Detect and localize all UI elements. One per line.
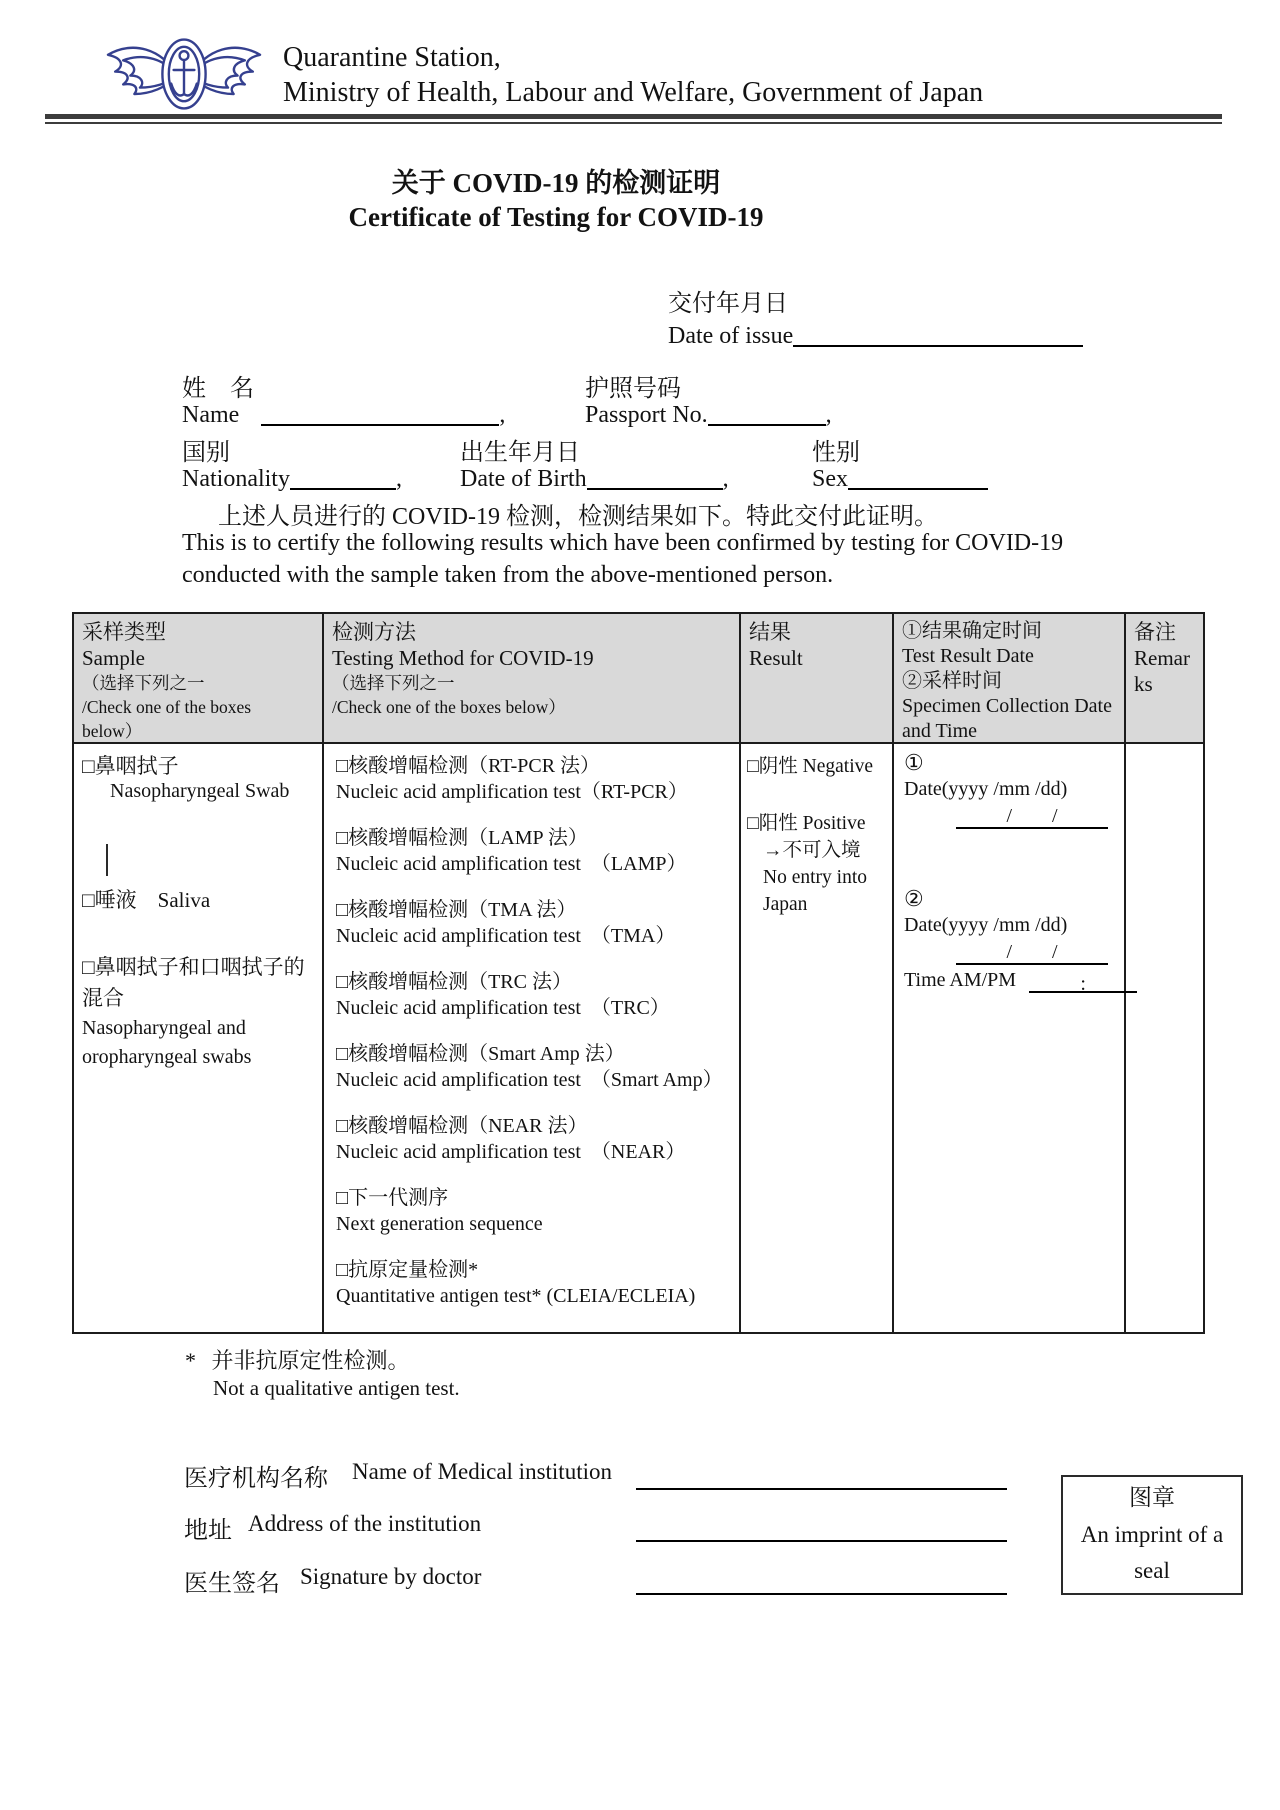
- positive-note-en1: No entry into: [763, 867, 867, 888]
- seal-label-en: An imprint of a seal: [1080, 1522, 1224, 1583]
- sample-cell: [74, 744, 324, 1332]
- sample-mixed[interactable]: □鼻咽拭子和口咽拭子的混合 Nasopharyngeal and oropharyngeal swabs: [82, 955, 305, 1068]
- text-cursor-artifact: [106, 844, 108, 876]
- comma: ,: [499, 402, 506, 428]
- method-trc[interactable]: □核酸增幅检测（TRC 法） Nucleic acid amplification test （TRC）: [336, 971, 670, 1019]
- positive-note-en2: Japan: [763, 894, 808, 915]
- nationality-label-en: Nationality: [182, 466, 290, 492]
- title-cn: 关于 COVID-19 的检测证明: [391, 168, 721, 198]
- certify-statement-cn: 上述人员进行的 COVID-19 检测，检测结果如下。特此交付此证明。: [218, 504, 938, 530]
- remarks-cell[interactable]: [1126, 744, 1203, 1332]
- passport-row: [585, 400, 832, 429]
- doctor-signature-field[interactable]: [636, 1567, 1007, 1595]
- footnote-cn: * 并非抗原定性检测。: [185, 1348, 410, 1373]
- col-header-date: ①结果确定时间 Test Result Date ②采样时间 Specimen Collection Date and Time: [894, 614, 1126, 744]
- comma: ,: [395, 466, 402, 492]
- institution-address-field[interactable]: [636, 1514, 1007, 1542]
- method-cell: [324, 744, 741, 1332]
- footnote-en: Not a qualitative antigen test.: [213, 1376, 460, 1400]
- passport-label-cn: 护照号码: [585, 376, 681, 402]
- sex-label-en: Sex: [812, 466, 848, 492]
- specimen-date-field[interactable]: / /: [956, 939, 1108, 965]
- col-header-remarks: 备注 Remarks: [1126, 614, 1203, 744]
- date-of-issue-label-cn: 交付年月日: [668, 291, 788, 317]
- birth-label-en: Date of Birth: [460, 466, 587, 492]
- date-cell: [894, 744, 1126, 1332]
- method-quant-antigen[interactable]: □抗原定量检测* Quantitative antigen test* (CLEIA/ECLEIA): [336, 1259, 696, 1307]
- sample-nasopharyngeal[interactable]: □鼻咽拭子 Nasopharyngeal Swab: [82, 754, 290, 802]
- seal-imprint-box: [1061, 1475, 1243, 1595]
- sample-saliva[interactable]: □唾液 Saliva: [82, 888, 211, 912]
- time-label: Time AM/PM: [904, 969, 1017, 991]
- name-label-en: Name: [182, 402, 240, 428]
- test-result-date-field[interactable]: / /: [956, 803, 1108, 829]
- specimen-date-label: Date(yyyy /mm /dd): [904, 914, 1068, 936]
- doctor-signature-label-cn: 医生签名: [184, 1571, 280, 1597]
- method-tma[interactable]: □核酸增幅检测（TMA 法） Nucleic acid amplification test （TMA）: [336, 899, 676, 947]
- institution-name-label-en: Name of Medical institution: [352, 1459, 612, 1484]
- method-ngs[interactable]: □下一代测序 Next generation sequence: [336, 1187, 543, 1235]
- specimen-date-mark: ②: [904, 886, 924, 911]
- org-line2: Ministry of Health, Labour and Welfare, Government of Japan: [283, 77, 984, 108]
- result-positive-checkbox[interactable]: □阳性 Positive: [747, 813, 866, 834]
- name-label-cn: 姓 名: [182, 376, 254, 402]
- seal-label-cn: 图章: [1129, 1485, 1175, 1510]
- name-field[interactable]: [261, 400, 499, 426]
- method-lamp[interactable]: □核酸增幅检测（LAMP 法） Nucleic acid amplification test （LAMP）: [336, 827, 687, 875]
- positive-note-cn: →不可入境: [763, 840, 861, 861]
- method-smartamp[interactable]: □核酸增幅检测（Smart Amp 法） Nucleic acid amplification test （Smart Amp）: [336, 1043, 723, 1091]
- document-title: [0, 166, 1112, 234]
- nationality-label-cn: 国别: [182, 440, 230, 466]
- org-line1: Quarantine Station,: [283, 42, 501, 73]
- method-rtpcr[interactable]: □核酸增幅检测（RT-PCR 法） Nucleic acid amplification test（RT-PCR）: [336, 755, 688, 803]
- certify-statement-en2: conducted with the sample taken from the above-mentioned person.: [182, 562, 834, 588]
- wings-anchor-icon: [100, 34, 268, 114]
- nationality-row: [182, 464, 402, 493]
- footnote-star: *: [185, 1348, 196, 1373]
- birth-field[interactable]: [587, 464, 723, 490]
- result-negative-checkbox[interactable]: □阴性 Negative: [747, 756, 874, 777]
- test-results-table: [72, 612, 1205, 1334]
- date-of-issue-block: [668, 288, 1083, 352]
- result-date-label: Date(yyyy /mm /dd): [904, 778, 1068, 800]
- method-near[interactable]: □核酸增幅检测（NEAR 法） Nucleic acid amplification test （NEAR）: [336, 1115, 686, 1163]
- date-of-issue-field[interactable]: [793, 321, 1083, 347]
- issuing-organization: [283, 40, 983, 110]
- title-en: Certificate of Testing for COVID-19: [348, 202, 764, 232]
- institution-name-label-cn: 医疗机构名称: [184, 1466, 328, 1492]
- date-of-issue-label-en: Date of issue: [668, 323, 794, 349]
- name-row: [182, 400, 505, 429]
- sex-row: [812, 464, 988, 493]
- institution-address-label-en: Address of the institution: [248, 1511, 482, 1536]
- certify-statement-en1: This is to certify the following results which have been confirmed by testing for COVID-19: [182, 530, 1064, 556]
- birth-label-cn: 出生年月日: [460, 440, 580, 466]
- sex-label-cn: 性别: [812, 440, 860, 466]
- result-date-mark: ①: [904, 750, 924, 775]
- passport-field[interactable]: [708, 400, 826, 426]
- sex-field[interactable]: [848, 464, 988, 490]
- specimen-time-field[interactable]: :: [1029, 971, 1137, 993]
- institution-address-label-cn: 地址: [184, 1518, 232, 1544]
- result-cell: [741, 744, 894, 1332]
- comma: ,: [825, 402, 832, 428]
- doctor-signature-label-en: Signature by doctor: [300, 1564, 482, 1589]
- institution-name-field[interactable]: [636, 1462, 1007, 1490]
- col-header-method: 检测方法 Testing Method for COVID-19 （选择下列之一 /Check one of the boxes below）: [324, 614, 741, 744]
- col-header-result: 结果 Result: [741, 614, 894, 744]
- header-divider: [45, 114, 1222, 124]
- col-header-sample: 采样类型 Sample （选择下列之一 /Check one of the boxes below）: [74, 614, 324, 744]
- birth-row: [460, 464, 729, 493]
- quarantine-station-logo: [100, 34, 268, 114]
- nationality-field[interactable]: [290, 464, 396, 490]
- comma: ,: [722, 466, 729, 492]
- passport-label-en: Passport No.: [585, 402, 708, 428]
